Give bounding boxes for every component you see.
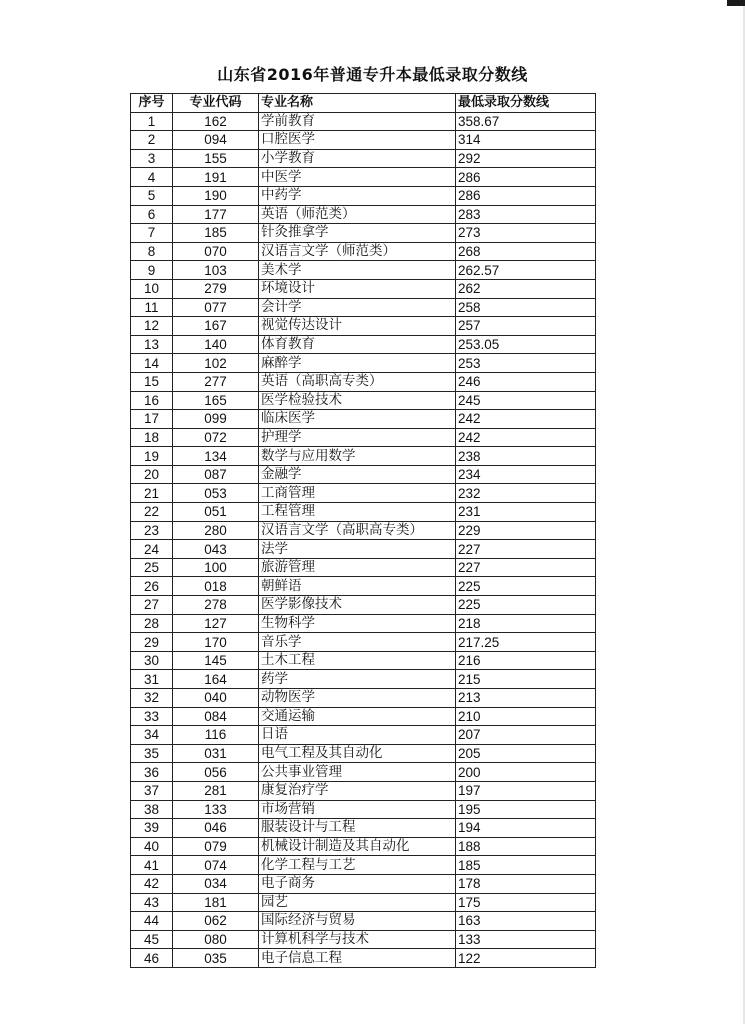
cell-code: 162 [173,112,259,131]
cell-code: 099 [173,410,259,429]
cell-seq: 13 [131,335,173,354]
cell-seq: 28 [131,614,173,633]
cell-seq: 9 [131,261,173,280]
cell-seq: 33 [131,707,173,726]
table-row [131,261,596,280]
table-row [131,596,596,615]
cell-score: 283 [456,205,596,224]
header-code: 专业代码 [173,94,259,113]
cell-code: 185 [173,224,259,243]
cell-seq: 12 [131,317,173,336]
cell-code: 164 [173,670,259,689]
table-row [131,558,596,577]
cell-code: 140 [173,335,259,354]
table-row [131,781,596,800]
cell-seq: 38 [131,800,173,819]
table-row [131,372,596,391]
cell-code: 167 [173,317,259,336]
table-header-row [131,94,596,113]
cell-score: 231 [456,503,596,522]
table-body [131,112,596,967]
cell-code: 277 [173,372,259,391]
cell-seq: 45 [131,930,173,949]
table-row [131,744,596,763]
cell-name: 数学与应用数学 [259,447,456,466]
table-row [131,930,596,949]
cell-name: 服装设计与工程 [259,819,456,838]
cell-seq: 21 [131,484,173,503]
cell-score: 225 [456,596,596,615]
cell-score: 242 [456,428,596,447]
cell-code: 281 [173,781,259,800]
cell-score: 213 [456,689,596,708]
cell-seq: 1 [131,112,173,131]
cell-name: 旅游管理 [259,558,456,577]
cell-code: 127 [173,614,259,633]
cell-seq: 11 [131,298,173,317]
cell-score: 188 [456,837,596,856]
cell-code: 051 [173,503,259,522]
cell-code: 077 [173,298,259,317]
cell-score: 286 [456,168,596,187]
cell-seq: 32 [131,689,173,708]
cell-code: 279 [173,279,259,298]
cell-code: 034 [173,874,259,893]
table-row [131,354,596,373]
cell-name: 体育教育 [259,335,456,354]
cell-score: 218 [456,614,596,633]
cell-name: 环境设计 [259,279,456,298]
cell-seq: 3 [131,149,173,168]
cell-code: 053 [173,484,259,503]
cell-code: 116 [173,726,259,745]
cell-seq: 8 [131,242,173,261]
cell-seq: 40 [131,837,173,856]
cell-code: 080 [173,930,259,949]
cell-code: 079 [173,837,259,856]
table-row [131,149,596,168]
cell-name: 电子商务 [259,874,456,893]
cell-name: 中药学 [259,186,456,205]
cell-seq: 22 [131,503,173,522]
cell-score: 286 [456,186,596,205]
table-row [131,949,596,968]
cell-seq: 31 [131,670,173,689]
table-row [131,856,596,875]
cell-seq: 26 [131,577,173,596]
cell-score: 257 [456,317,596,336]
cell-score: 234 [456,465,596,484]
cell-seq: 37 [131,781,173,800]
table-row [131,391,596,410]
cell-code: 084 [173,707,259,726]
header-name: 专业名称 [259,94,456,113]
table-row [131,335,596,354]
cell-name: 康复治疗学 [259,781,456,800]
cell-score: 358.67 [456,112,596,131]
cell-score: 292 [456,149,596,168]
table-row [131,651,596,670]
cell-seq: 44 [131,912,173,931]
table-row [131,540,596,559]
cell-seq: 2 [131,131,173,150]
cell-code: 035 [173,949,259,968]
table-row [131,726,596,745]
cell-name: 朝鲜语 [259,577,456,596]
cell-score: 258 [456,298,596,317]
cell-seq: 25 [131,558,173,577]
cell-score: 253 [456,354,596,373]
cell-name: 公共事业管理 [259,763,456,782]
cell-score: 163 [456,912,596,931]
cell-seq: 6 [131,205,173,224]
cell-seq: 24 [131,540,173,559]
cell-seq: 19 [131,447,173,466]
table-row [131,819,596,838]
cell-code: 102 [173,354,259,373]
cell-seq: 4 [131,168,173,187]
cell-name: 中医学 [259,168,456,187]
cell-score: 245 [456,391,596,410]
cell-code: 103 [173,261,259,280]
cell-code: 134 [173,447,259,466]
cell-code: 181 [173,893,259,912]
cell-name: 口腔医学 [259,131,456,150]
cell-score: 122 [456,949,596,968]
cell-seq: 16 [131,391,173,410]
cell-code: 191 [173,168,259,187]
cell-code: 094 [173,131,259,150]
table-row [131,447,596,466]
cell-name: 汉语言文学（师范类） [259,242,456,261]
cell-code: 170 [173,633,259,652]
cell-name: 音乐学 [259,633,456,652]
table-row [131,912,596,931]
table-row [131,298,596,317]
cell-score: 238 [456,447,596,466]
cell-score: 195 [456,800,596,819]
table-row [131,112,596,131]
table-row [131,577,596,596]
cell-name: 交通运输 [259,707,456,726]
cell-name: 园艺 [259,893,456,912]
cell-seq: 41 [131,856,173,875]
cell-seq: 36 [131,763,173,782]
cell-score: 268 [456,242,596,261]
cell-name: 会计学 [259,298,456,317]
cell-name: 医学影像技术 [259,596,456,615]
cell-score: 133 [456,930,596,949]
cell-score: 262.57 [456,261,596,280]
cell-name: 美术学 [259,261,456,280]
cell-score: 225 [456,577,596,596]
cell-seq: 27 [131,596,173,615]
cell-code: 280 [173,521,259,540]
cell-code: 056 [173,763,259,782]
cell-seq: 5 [131,186,173,205]
cell-name: 市场营销 [259,800,456,819]
cell-seq: 15 [131,372,173,391]
cell-seq: 39 [131,819,173,838]
cell-score: 205 [456,744,596,763]
cell-code: 018 [173,577,259,596]
cell-code: 278 [173,596,259,615]
cell-score: 185 [456,856,596,875]
cell-score: 197 [456,781,596,800]
cell-code: 087 [173,465,259,484]
cell-name: 机械设计制造及其自动化 [259,837,456,856]
cell-code: 100 [173,558,259,577]
cell-seq: 43 [131,893,173,912]
cell-name: 计算机科学与技术 [259,930,456,949]
cell-score: 207 [456,726,596,745]
cell-seq: 20 [131,465,173,484]
cell-seq: 29 [131,633,173,652]
cell-score: 194 [456,819,596,838]
cell-name: 国际经济与贸易 [259,912,456,931]
table-row [131,800,596,819]
table-row [131,224,596,243]
cell-seq: 46 [131,949,173,968]
cell-name: 化学工程与工艺 [259,856,456,875]
cell-code: 062 [173,912,259,931]
table-row [131,186,596,205]
table-row [131,670,596,689]
table-row [131,707,596,726]
cell-name: 生物科学 [259,614,456,633]
cell-score: 227 [456,540,596,559]
cell-code: 040 [173,689,259,708]
cell-name: 汉语言文学（高职高专类） [259,521,456,540]
cell-score: 200 [456,763,596,782]
header-seq: 序号 [131,94,173,113]
cell-code: 070 [173,242,259,261]
cell-score: 246 [456,372,596,391]
cell-code: 165 [173,391,259,410]
cell-code: 043 [173,540,259,559]
table-row [131,242,596,261]
table-row [131,521,596,540]
cell-name: 英语（师范类） [259,205,456,224]
cell-seq: 18 [131,428,173,447]
table-row [131,131,596,150]
cell-score: 229 [456,521,596,540]
cell-score: 217.25 [456,633,596,652]
cell-score: 175 [456,893,596,912]
cell-name: 学前教育 [259,112,456,131]
cell-code: 155 [173,149,259,168]
cell-score: 216 [456,651,596,670]
cell-seq: 23 [131,521,173,540]
cell-score: 314 [456,131,596,150]
cell-score: 215 [456,670,596,689]
table-row [131,874,596,893]
table-row [131,837,596,856]
table-row [131,317,596,336]
table-row [131,279,596,298]
table-row [131,614,596,633]
cell-name: 日语 [259,726,456,745]
table-row [131,503,596,522]
cell-score: 232 [456,484,596,503]
cell-name: 护理学 [259,428,456,447]
cell-code: 177 [173,205,259,224]
cell-name: 临床医学 [259,410,456,429]
cell-seq: 7 [131,224,173,243]
cell-name: 法学 [259,540,456,559]
cell-seq: 42 [131,874,173,893]
score-table [130,93,596,968]
cell-seq: 14 [131,354,173,373]
cell-name: 麻醉学 [259,354,456,373]
cell-score: 178 [456,874,596,893]
table-row [131,893,596,912]
cell-code: 145 [173,651,259,670]
table-row [131,410,596,429]
cell-seq: 17 [131,410,173,429]
cell-name: 土木工程 [259,651,456,670]
cell-name: 动物医学 [259,689,456,708]
cell-score: 273 [456,224,596,243]
cell-name: 视觉传达设计 [259,317,456,336]
cell-score: 262 [456,279,596,298]
cell-code: 031 [173,744,259,763]
cell-score: 253.05 [456,335,596,354]
cell-score: 227 [456,558,596,577]
cell-seq: 30 [131,651,173,670]
table-row [131,168,596,187]
cell-name: 针灸推拿学 [259,224,456,243]
scan-corner-mark [727,0,745,6]
cell-name: 药学 [259,670,456,689]
table-row [131,633,596,652]
cell-name: 医学检验技术 [259,391,456,410]
cell-name: 工程管理 [259,503,456,522]
cell-seq: 10 [131,279,173,298]
table-row [131,763,596,782]
table-row [131,465,596,484]
cell-name: 电气工程及其自动化 [259,744,456,763]
document-title: 山东省2016年普通专升本最低录取分数线 [217,65,528,84]
cell-code: 072 [173,428,259,447]
cell-name: 小学教育 [259,149,456,168]
cell-name: 金融学 [259,465,456,484]
cell-score: 210 [456,707,596,726]
cell-seq: 35 [131,744,173,763]
table-row [131,689,596,708]
cell-code: 190 [173,186,259,205]
cell-code: 133 [173,800,259,819]
cell-name: 电子信息工程 [259,949,456,968]
cell-code: 046 [173,819,259,838]
table-row [131,428,596,447]
header-score: 最低录取分数线 [456,94,596,113]
cell-code: 074 [173,856,259,875]
table-row [131,205,596,224]
cell-score: 242 [456,410,596,429]
cell-name: 工商管理 [259,484,456,503]
cell-seq: 34 [131,726,173,745]
table-row [131,484,596,503]
cell-name: 英语（高职高专类） [259,372,456,391]
